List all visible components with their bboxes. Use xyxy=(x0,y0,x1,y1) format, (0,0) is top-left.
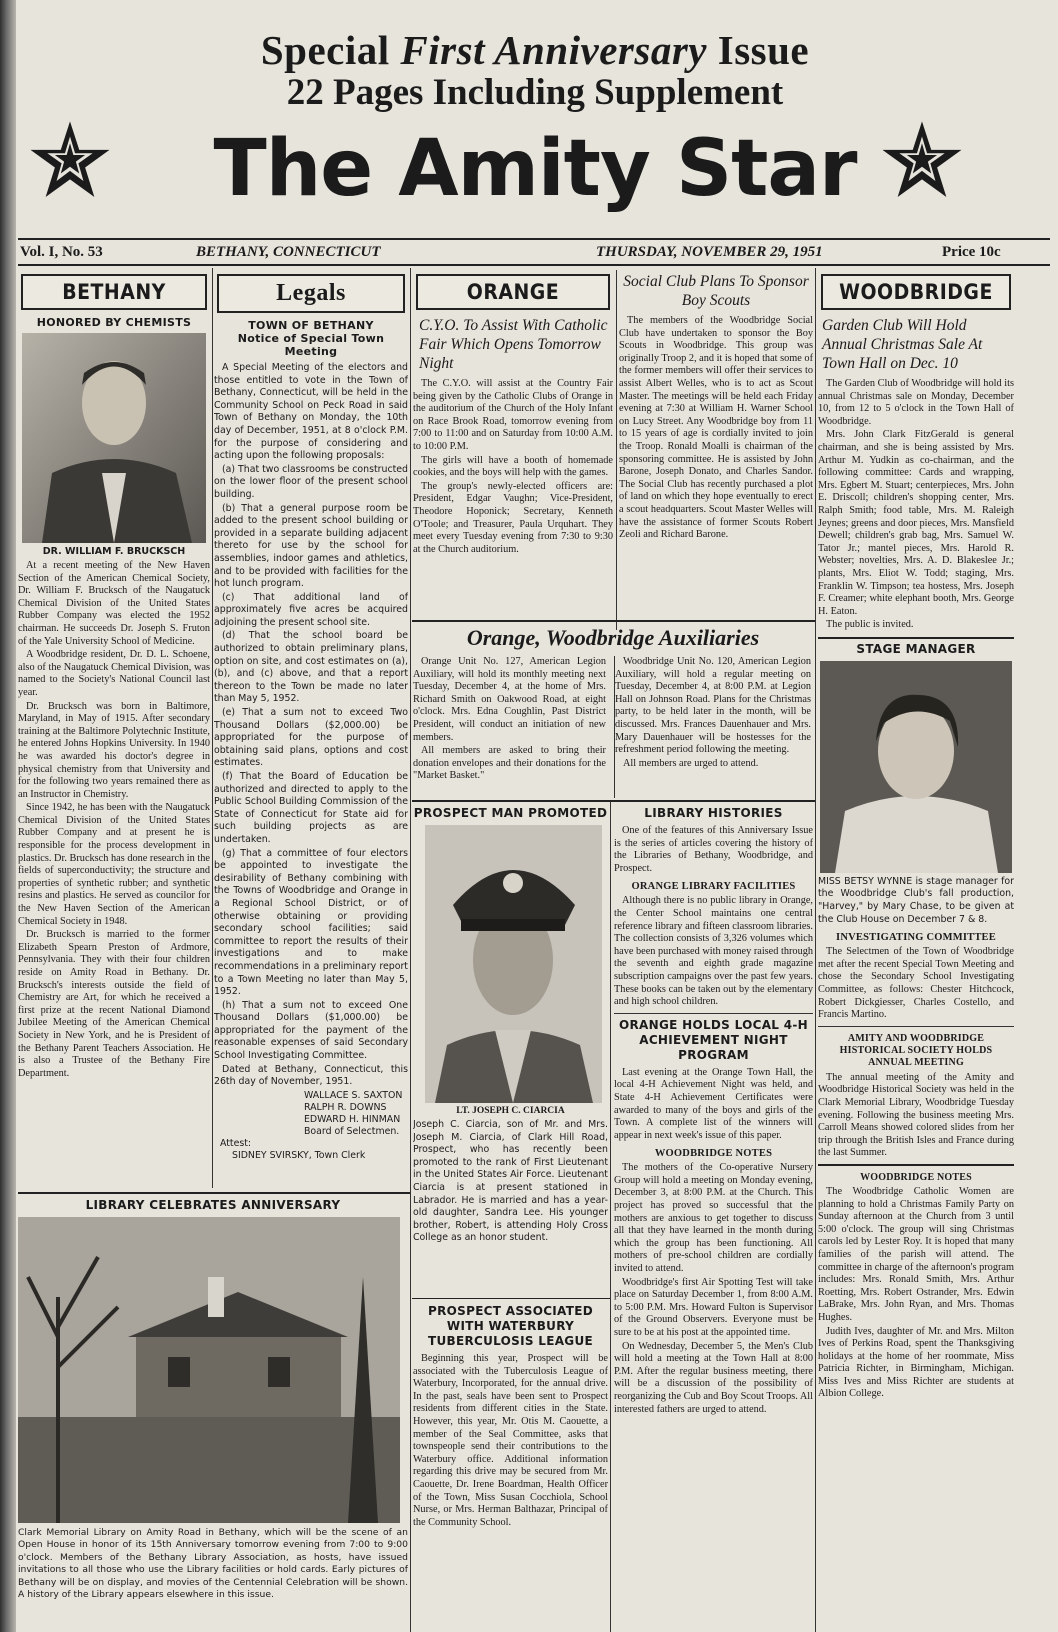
legal-paragraph: (h) That a sum not to exceed One Thousand Dollars ($1,000.00) be appropriated for the payment of the reasonable expenses of said Secondary School Investigating Committee. xyxy=(214,999,408,1062)
legal-paragraph: (a) That two classrooms be constructed on the lower floor of the present school building. xyxy=(214,463,408,500)
section-divider xyxy=(412,1298,610,1299)
photo-wynne xyxy=(820,661,1012,873)
column-rule xyxy=(616,270,617,630)
headline-garden-club: Garden Club Will Hold Annual Christmas Sale At Town Hall on Dec. 10 xyxy=(822,317,983,372)
headline-cyo: C.Y.O. To Assist With Catholic Fair Which Opens Tomorrow Night xyxy=(419,317,608,372)
legal-paragraph: Dated at Bethany, Connecticut, this 26th day of November, 1951. xyxy=(214,1063,408,1088)
article-paragraph: The members of the Woodbridge Social Club have undertaken to sponsor the Boy Scouts in Woodbridge. This group was originally Troop 2, and it is hoped that some of the former members will offer their services to assist Albert Welles, who is to act as Scout Master. The meetings will be held each Friday evening at 7:30 at William H. Warner School on Lucy Street. Any Woodbridge boy from 11 to 15 years of age is cordially invited to join the Troop. Ronald Moalli is chairman of the sponsoring committee. He is assisted by John Barone, Joseph Donato, and Charles Sandor. The Social Club has recently purchased a plot of land on which they hope eventually to erect a scout headquarters. Scout Master Welles will have the assistance of former Scouts Robert Zeoli and Richard Barone. xyxy=(619,315,813,541)
section-header-bethany: BETHANY xyxy=(21,274,207,310)
article-paragraph: One of the features of this Anniversary Issue is the series of articles covering the history of the Libraries of Bethany, Woodbridge, and Prospect. xyxy=(614,825,813,874)
article-paragraph: The group's newly-elected officers are: President, Edgar Vaughn; Vice-President, Theodore Hoponick; Secretary, Kenneth O'Toole; and Treasurer, Paula Urquhart. They meet every Tuesday evening from 7:30 to 9:30 at the Church auditorium. xyxy=(413,480,613,555)
article-paragraph: Mrs. John Clark FitzGerald is general chairman, and she is being assisted by Mrs. Arthur M. Yudkin as co-chairman, and the following committee: Cards and wrapping, Mrs. Egbert M. Stuart; centerpieces, Mrs. John E. Driscoll; children's shopping center, Mrs. Ralph Smith; food table, Mrs. M. Raleigh Jeynes; greens and door pieces, Mrs. Mansfield Dewell; children's grab bag, Mrs. Samuel W. Tator Jr.; mantel pieces, Mrs. Harold R. Webster; novelties, Mrs. A. D. Blakeslee Jr.; plants, Mrs. Eliot W. Todd; staging, Mrs. Franklin W. Timpson; tea hostess, Mrs. Joseph F. Creamer; white elephant booth, Mrs. George H. Eaton. xyxy=(818,429,1014,617)
photo-ciarcia xyxy=(425,825,602,1103)
legal-paragraph: (b) That a general purpose room be added to the present school building or provided in a separate building adjacent thereto for use by the school for assemblies, indoor games and athletics, and to be provided with facilities for the hot lunch program. xyxy=(214,502,408,590)
town-clerk: SIDNEY SVIRSKY, Town Clerk xyxy=(232,1149,366,1161)
legal-paragraph: (g) That a committee of four electors be appointed to investigate the desirability of Bethany combining with the Towns of Woodbridge and Orange in a Regional School District, or of otherwise obtaining or providing secondary school facilities; said committee to report the results of their investigations and to make recommendations in a preliminary report to a Town Meeting no later than May 5, 1952. xyxy=(214,847,408,998)
issue-price: Price 10c xyxy=(942,244,1001,260)
article-paragraph: On Wednesday, December 5, the Men's Club will hold a meeting at the Town Hall at 8:00 P.M. After the regular business meeting, there will be a discussion of the possibility of reorganizing the Cub and Boy Scout Troops. All interested fathers are urged to attend. xyxy=(614,1340,813,1415)
star-icon xyxy=(28,118,112,202)
signer: RALPH R. DOWNS xyxy=(304,1101,387,1113)
article-paragraph: The girls will have a booth of homemade cookies, and the boys will help with the games. xyxy=(413,454,613,479)
headline-auxiliaries: Orange, Woodbridge Auxiliaries xyxy=(466,625,760,650)
article-paragraph: All members are urged to attend. xyxy=(623,757,759,769)
column-rule xyxy=(614,656,615,798)
headline-social-club: Social Club Plans To Sponsor Boy Scouts xyxy=(623,273,809,309)
star-icon xyxy=(880,118,964,202)
binding-edge xyxy=(0,0,16,1632)
article-paragraph: Although there is no public library in Orange, the Center School maintains one central reference library and fifteen classroom libraries. The collection consists of 3,326 volumes which have been purchased with money raised through the seventh and eighth grade magazine subscription campaigns over the past few years. These books can be taken out by the elementary and high school children. xyxy=(614,895,813,1008)
photo-caption-ciarcia: LT. JOSEPH C. CIARCIA xyxy=(456,1106,565,1116)
prospect-promoted-story xyxy=(413,804,608,1296)
dateline-bar xyxy=(18,238,1050,266)
subhead-orange-library: ORANGE LIBRARY FACILITIES xyxy=(631,881,796,893)
headline-stage-manager: STAGE MANAGER xyxy=(856,641,976,656)
article-paragraph: Dr. Brucksch is married to the former Elizabeth Spearn Preston of Ardmore, Pennsylvania. They with their four children reside on Amity Road in Bethany. Dr. Brucksch's interests outside the field of Chemistry are Art, for which he received a first prize at the recent National Diamond Jubilee Meeting of the American Chemical Society in New York, and he is President of the Bethany Parent Teachers Association. He is also a Trustee of the Bethany Fire Department. xyxy=(18,929,210,1079)
section-divider xyxy=(614,1013,813,1014)
pages-banner: 22 Pages Including Supplement xyxy=(286,72,784,113)
section-divider xyxy=(818,1164,1014,1166)
article-paragraph: The mothers of the Co-operative Nursery Group will hold a meeting on Monday evening, December 3, at 8:00 P.M. at the Church. This project has proved so successful that the mothers are anxious to get together to discuss all that they have learned in the month during which the group has been functioning. All mothers of pre-school children are cordially invited to attend. xyxy=(614,1162,813,1275)
library-anniversary-story xyxy=(18,1196,408,1632)
section-header-legals: Legals xyxy=(217,274,405,313)
issue-date: THURSDAY, NOVEMBER 29, 1951 xyxy=(596,244,823,260)
headline-library-histories: LIBRARY HISTORIES xyxy=(644,806,783,820)
headline-woodbridge-notes-right: WOODBRIDGE NOTES xyxy=(860,1171,972,1183)
article-paragraph: Beginning this year, Prospect will be associated with the Tuberculosis League of Waterbury, Incorporated, for the annual drive. In the past, seals have been sent to Prospect residents from different cities in the State. However, this year, Mr. Otis M. Caouette, a member of the Seal Committee, asks that townspeople send their contributions to the Waterbury office. Additional information regarding this drive may be secured from Mr. Caouette, Dr. Irene Boardman, Health Officer of the Town, Miss Susan Cocchiola, School Nurse, or Mrs. Herman Balthazar, Principal of the Community School. xyxy=(413,1353,608,1528)
legals-column xyxy=(214,270,408,1190)
article-paragraph: Woodbridge Unit No. 120, American Legion Auxiliary, will hold a regular meeting on Tuesday, December 4, at 8:00 P.M. at Legion Hall on Johnson Road. Plans for the Christmas party, to be held later in the month, will be discussed. Mrs. Frances Dauenhauer and Mrs. Mary Dauenhauer will be hostesses for the refreshment period following the meeting. xyxy=(615,656,811,756)
column-rule xyxy=(410,268,411,1632)
section-divider xyxy=(818,1026,1014,1027)
section-divider xyxy=(18,1192,410,1194)
library-building-image xyxy=(18,1217,400,1523)
article-paragraph: At a recent meeting of the New Haven Section of the American Chemical Society, Dr. William F. Brucksch of the Naugatuck Chemical Division of the United States Rubber Company was elected the 1952 chairman. He succeeds Dr. Joseph S. Fruton of the Yale University School of Medicine. xyxy=(18,560,210,647)
signer: EDWARD H. HINMAN xyxy=(304,1113,401,1125)
auxiliaries-story xyxy=(413,622,813,798)
article-paragraph: Dr. Brucksch was born in Baltimore, Maryland, in May of 1915. After secondary training at the Baltimore Polytechnic Institute, he entered Johns Hopkins University. In 1940 he was awarded his doctor's degree in physical chemistry from that University and for the following two years remained there as an Instructor in Chemistry. xyxy=(18,700,210,800)
article-paragraph: The C.Y.O. will assist at the Country Fair being given by the Catholic Clubs of Orange in the auditorium of the Church of the Holy Infant on Race Brook Road, tomorrow evening from 7:00 to 11:00 and on Saturday from 10:00 A.M. to 10:00 P.M. xyxy=(413,378,613,452)
volume-number: Vol. I, No. 53 xyxy=(20,244,103,260)
signer: Board of Selectmen. xyxy=(304,1125,400,1137)
photo-library xyxy=(18,1217,400,1523)
column-rule xyxy=(212,268,213,1188)
orange-column xyxy=(413,270,613,628)
legal-title: TOWN OF BETHANY xyxy=(248,319,374,332)
article-paragraph: The Woodbridge Catholic Women are planning to hold a Christmas Family Party on Sunday afternoon at the Church from 3 until 5:00 o'clock. The group will sing Christmas carols led by Lester Roy. It is hoped that many families of the parish will attend. The committee in charge of the afternoon's program includes: Mrs. Ronald Smith, Mrs. Arthur Roetting, Mrs. Robert Ostrander, Mrs. Edwin LaBrake, Mrs. John Ryan, and Mrs. Thomas Hughes. xyxy=(818,1185,1014,1323)
headline-woodbridge-notes: WOODBRIDGE NOTES xyxy=(654,1148,773,1160)
article-paragraph: Woodbridge's first Air Spotting Test will take place on Saturday December 1, from 8:00 A.M. to 5:00 P.M. Mrs. Howard Fulton is Supervisor of the Ground Observers. Everyone must be sure to be at his post at the appointed time. xyxy=(614,1276,813,1338)
headline-investigating: INVESTIGATING COMMITTEE xyxy=(836,932,996,944)
headline-historical-society: AMITY AND WOODBRIDGE HISTORICAL SOCIETY HOLDS ANNUAL MEETING xyxy=(839,1032,993,1068)
article-paragraph: All members are asked to bring their donation envelopes and their donations for the "Market Basket." xyxy=(413,745,606,782)
bethany-column xyxy=(18,270,210,1190)
column-rule xyxy=(815,268,816,1632)
article-paragraph: Judith Ives, daughter of Mr. and Mrs. Milton Ives of Perkins Road, spent the Thanksgiving holidays at the home of her roommate, Miss Patricia Richter, in Birmingham, Michigan. Miss Ives and Miss Richter are students at Albion College. xyxy=(818,1325,1014,1400)
section-divider xyxy=(412,800,815,802)
masthead xyxy=(20,27,1050,214)
article-paragraph: Since 1942, he has been with the Naugatuck Chemical Division of the United States Rubber Company and at present he is responsible for the process development in plastics. Dr. Brucksch has done research in the fields of superconductivity; the structure and properties of synthetic rubber; and synthetic resins and plastics. He served as councilor for the New Haven Section of the American Chemical Society in 1948. xyxy=(18,802,210,927)
headline-library-anniversary: LIBRARY CELEBRATES ANNIVERSARY xyxy=(85,1198,341,1212)
woodbridge-column xyxy=(818,270,1014,1632)
woman-portrait-image xyxy=(820,661,1012,873)
article-paragraph: The public is invited. xyxy=(826,619,914,631)
newspaper-title: The Amity Star xyxy=(213,124,857,214)
orange-woodbridge-column xyxy=(614,804,813,1632)
auxiliary-woodbridge xyxy=(615,656,811,771)
article-paragraph: A Woodbridge resident, Dr. D. L. Schoene, also of the Naugatuck Chemical Division, was named to the Society's National Council last year. xyxy=(18,649,210,698)
photo-caption-brucksch: DR. WILLIAM F. BRUCKSCH xyxy=(42,546,186,557)
legal-paragraph: (d) That the school board be authorized to obtain preliminary plans, option on site, and cost estimates on (a), (b), and (c) above, and that a report thereon to the Town be made no later than May 5, 1952. xyxy=(214,630,408,705)
article-paragraph: The annual meeting of the Amity and Woodbridge Historical Society was held in the Clark Memorial Library, Woodbridge Tuesday evening. Following the business meeting Mrs. Carroll Means showed colored slides from her trip through the British Isles and France during the last Summer. xyxy=(818,1071,1014,1159)
portrait-image xyxy=(22,333,206,543)
legal-paragraph: (e) That a sum not to exceed Two Thousand Dollars ($2,000.00) be appropriated for the purpose of obtaining said plans, options and cost estimates. xyxy=(214,707,408,769)
article-paragraph: Joseph C. Ciarcia, son of Mr. and Mrs. Joseph M. Ciarcia, of Clark Hill Road, Prospect, who has recently been promoted to the rank of First Lieutenant in the United States Air Force. Lieutenant Ciarcia is at present stationed in Labrador. He is married and has a year-old daughter, Sandra Lee. His younger brother, Robert, is attending Holy Cross College as an honor student. xyxy=(413,1119,608,1244)
officer-portrait-image xyxy=(425,825,602,1103)
headline-prospect-promoted: PROSPECT MAN PROMOTED xyxy=(413,806,608,820)
tuberculosis-story xyxy=(413,1302,608,1632)
place-line: BETHANY, CONNECTICUT xyxy=(196,244,381,260)
social-club-story xyxy=(619,270,813,628)
section-header-orange: ORANGE xyxy=(416,274,610,310)
article-paragraph: Last evening at the Orange Town Hall, the local 4-H Achievement Night was held, and State 4-H Achievement Certificates were awarded to many of the boys and girls of the Town. A complete list of the winners will appear in next week's issue of this paper. xyxy=(614,1066,813,1141)
anniversary-banner: Special First Anniversary Issue xyxy=(260,27,810,73)
legal-paragraph: (c) That additional land of approximately five acres be acquired adjoining the present school site. xyxy=(214,591,408,628)
signer: WALLACE S. SAXTON xyxy=(304,1089,403,1101)
article-paragraph: The Garden Club of Woodbridge will hold its annual Christmas sale on Monday, December 10, from 12 to 5 o'clock in the Town Hall of Woodbridge. xyxy=(818,378,1014,427)
auxiliary-orange xyxy=(413,656,606,784)
legal-paragraph: A Special Meeting of the electors and those entitled to vote in the Town of Bethany, Connecticut, will be held in the Community School on Peck Road in said Town of Bethany on Monday, the 10th day of December, 1951, at 8 o'clock P.M. for the purpose of considering and acting upon the following proposals: xyxy=(214,362,408,462)
legal-paragraph: (f) That the Board of Education be authorized and directed to apply to the Public School Building Commission of the State of Connecticut for State aid for such building projects as are undertaken. xyxy=(214,771,408,845)
stage-manager-caption: MISS BETSY WYNNE is stage manager for the Woodbridge Club's fall production, "Harvey," by Mary Chase, to be given at the Club House on December 7 & 8. xyxy=(818,875,1014,925)
attest-label: Attest: xyxy=(220,1137,252,1149)
headline-4h-achievement: ORANGE HOLDS LOCAL 4-H ACHIEVEMENT NIGHT PROGRAM xyxy=(619,1017,808,1062)
section-header-woodbridge: WOODBRIDGE xyxy=(821,274,1011,310)
article-paragraph: The Selectmen of the Town of Woodbridge met after the recent Special Town Meeting and chose the Secondary School Investigating Committee, as follows: Chester Hitchcock, Robert Dickgiesser, Charles Costello, and Francis Martino. xyxy=(818,946,1014,1021)
headline-tuberculosis: PROSPECT ASSOCIATED WITH WATERBURY TUBERCULOSIS LEAGUE xyxy=(427,1304,594,1348)
column-rule xyxy=(610,800,611,1632)
photo-brucksch xyxy=(22,333,206,543)
legal-subtitle: Notice of Special Town Meeting xyxy=(237,332,385,358)
section-divider xyxy=(818,637,1014,639)
library-photo-caption: Clark Memorial Library on Amity Road in Bethany, which will be the scene of an Open House in honor of its 15th Anniversary tomorrow evening from 7:00 to 9:00 o'clock. Members of the Bethany Library Association, as hosts, have issued invitations to all those who use the Library facilities or hold cards. Early pictures of Bethany will be on display, and movies of the Centennial Celebration will be shown. A history of the Library appears elsewhere in this issue. xyxy=(18,1527,408,1601)
article-paragraph: Orange Unit No. 127, American Legion Auxiliary, will hold its monthly meeting next Tuesday, December 4, at the home of Mrs. Richard Smith on Oakwood Road, at eight o'clock. Mrs. Edna Coughlin, Past District President, will conduct an initiation of new members. xyxy=(413,656,606,743)
headline-honored: HONORED BY CHEMISTS xyxy=(36,316,192,329)
